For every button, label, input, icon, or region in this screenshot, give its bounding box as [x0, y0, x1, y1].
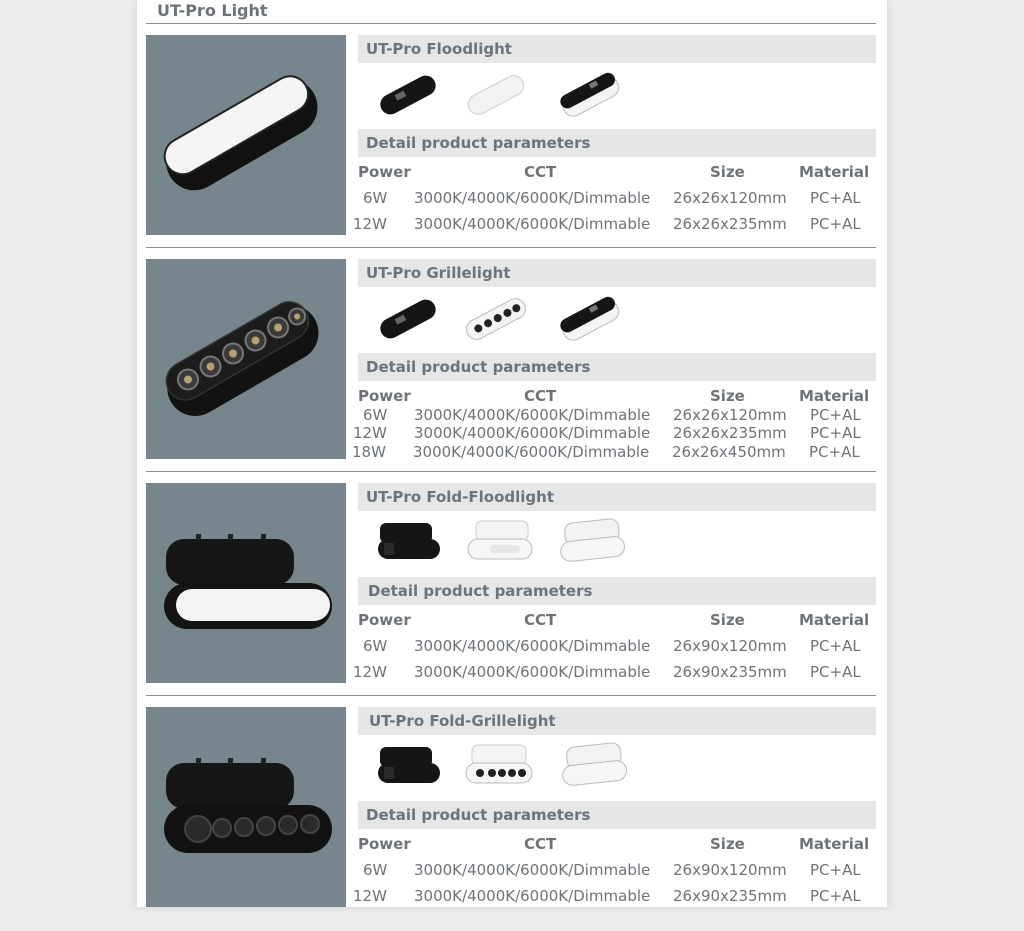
cell-size: 26x90x120mm — [673, 637, 787, 655]
product-variant-thumbnails — [358, 289, 876, 351]
variant-black-white-thumbnail[interactable] — [554, 65, 626, 127]
header-power: Power — [358, 611, 411, 629]
header-power: Power — [358, 835, 411, 853]
header-material: Material — [799, 387, 870, 405]
variant-white-thumbnail[interactable] — [460, 65, 532, 127]
cell-material: PC+AL — [809, 443, 860, 461]
product-image-fold-floodlight — [146, 483, 346, 683]
detail-params-bar: Detail product parameters — [358, 801, 876, 829]
cell-size: 26x90x120mm — [673, 861, 787, 879]
section-divider — [146, 247, 876, 248]
cell-material: PC+AL — [810, 861, 861, 879]
cell-size: 26x26x235mm — [673, 424, 787, 442]
variant-white-fold-angle-thumbnail[interactable] — [558, 737, 630, 799]
catalog-page — [137, 0, 887, 907]
cell-power: 12W — [353, 887, 387, 905]
variant-black-fold-thumbnail[interactable] — [372, 737, 444, 799]
cell-size: 26x90x235mm — [673, 887, 787, 905]
cell-cct: 3000K/4000K/6000K/Dimmable — [414, 406, 651, 424]
cell-material: PC+AL — [810, 424, 861, 442]
product-section-floodlight — [137, 35, 887, 259]
header-power: Power — [358, 163, 411, 181]
product-section-grillelight — [137, 259, 887, 483]
cell-cct: 3000K/4000K/6000K/Dimmable — [414, 663, 651, 681]
product-name-bar: UT-Pro Grillelight — [358, 259, 876, 287]
cell-power: 6W — [363, 189, 388, 207]
title-divider — [146, 23, 876, 24]
product-name-bar: UT-Pro Floodlight — [358, 35, 876, 63]
section-divider — [146, 695, 876, 696]
cell-cct: 3000K/4000K/6000K/Dimmable — [414, 887, 651, 905]
header-size: Size — [710, 611, 745, 629]
cell-size: 26x90x235mm — [673, 663, 787, 681]
header-cct: CCT — [524, 387, 557, 405]
page-title: UT-Pro Light — [157, 1, 268, 20]
variant-white-fold-grille-thumbnail[interactable] — [462, 737, 534, 799]
header-size: Size — [710, 387, 745, 405]
header-power: Power — [358, 387, 411, 405]
header-material: Material — [799, 611, 870, 629]
cell-material: PC+AL — [810, 215, 861, 233]
cell-power: 6W — [363, 637, 388, 655]
cell-material: PC+AL — [810, 637, 861, 655]
header-cct: CCT — [524, 611, 557, 629]
variant-black-thumbnail[interactable] — [372, 289, 444, 351]
cell-cct: 3000K/4000K/6000K/Dimmable — [413, 443, 650, 461]
cell-power: 12W — [353, 424, 387, 442]
cell-size: 26x26x120mm — [673, 189, 787, 207]
variant-black-fold-thumbnail[interactable] — [372, 513, 444, 575]
product-variant-thumbnails — [358, 65, 876, 127]
cell-cct: 3000K/4000K/6000K/Dimmable — [414, 215, 651, 233]
variant-black-white-thumbnail[interactable] — [554, 289, 626, 351]
cell-material: PC+AL — [810, 406, 861, 424]
cell-material: PC+AL — [810, 663, 861, 681]
product-image-floodlight — [146, 35, 346, 235]
cell-power: 18W — [352, 443, 386, 461]
header-cct: CCT — [524, 835, 557, 853]
cell-power: 6W — [363, 861, 388, 879]
header-size: Size — [710, 835, 745, 853]
product-image-fold-grillelight — [146, 707, 346, 907]
cell-power: 6W — [363, 406, 388, 424]
variant-white-fold-angle-thumbnail[interactable] — [556, 513, 628, 575]
header-material: Material — [799, 163, 870, 181]
detail-params-bar: Detail product parameters — [358, 129, 876, 157]
product-name-bar: UT-Pro Fold-Grillelight — [358, 707, 876, 735]
product-image-grillelight — [146, 259, 346, 459]
cell-size: 26x26x450mm — [672, 443, 786, 461]
header-size: Size — [710, 163, 745, 181]
cell-size: 26x26x120mm — [673, 406, 787, 424]
cell-cct: 3000K/4000K/6000K/Dimmable — [414, 189, 651, 207]
cell-cct: 3000K/4000K/6000K/Dimmable — [414, 861, 651, 879]
product-section-fold-grillelight — [137, 707, 887, 931]
header-cct: CCT — [524, 163, 557, 181]
section-divider — [146, 471, 876, 472]
cell-size: 26x26x235mm — [673, 215, 787, 233]
cell-cct: 3000K/4000K/6000K/Dimmable — [414, 637, 651, 655]
cell-power: 12W — [353, 215, 387, 233]
product-variant-thumbnails — [358, 737, 876, 799]
detail-params-bar: Detail product parameters — [358, 577, 876, 605]
product-name-bar: UT-Pro Fold-Floodlight — [358, 483, 876, 511]
cell-cct: 3000K/4000K/6000K/Dimmable — [414, 424, 651, 442]
header-material: Material — [799, 835, 870, 853]
product-section-fold-floodlight — [137, 483, 887, 707]
variant-white-grille-thumbnail[interactable] — [460, 289, 532, 351]
cell-material: PC+AL — [810, 189, 861, 207]
variant-black-thumbnail[interactable] — [372, 65, 444, 127]
variant-white-fold-thumbnail[interactable] — [464, 513, 536, 575]
product-variant-thumbnails — [358, 513, 876, 575]
cell-power: 12W — [353, 663, 387, 681]
cell-material: PC+AL — [810, 887, 861, 905]
detail-params-bar: Detail product parameters — [358, 353, 876, 381]
